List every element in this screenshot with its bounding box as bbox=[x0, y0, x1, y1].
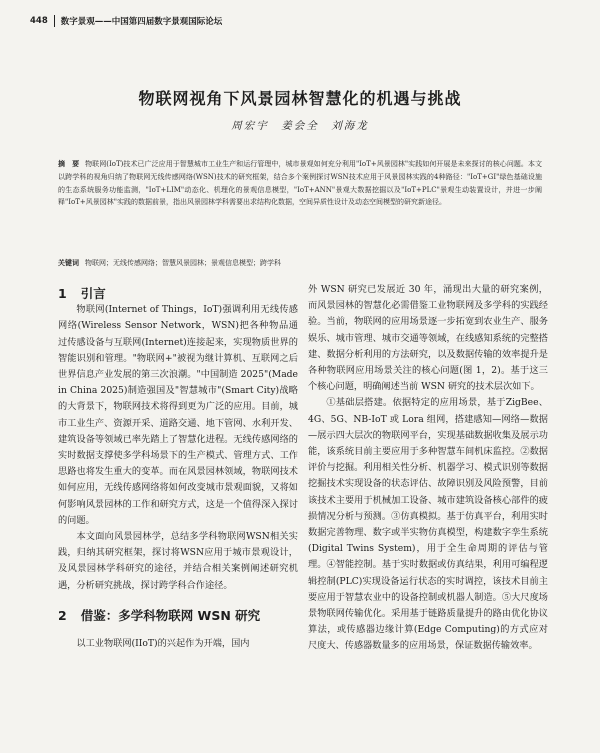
paragraph: 外 WSN 研究已发展近 30 年，涌现出大量的研究案例，而风景园林的智慧化必需借鉴工业物联网及多学科的实践经验。当前，物联网的应用场景逐一步拓宽到农业生产、服务娱乐、城市管理、城市交通等领域，在线感知系统的完整搭建、数据分析利用的方法研究，以及数据传输的效率提升是各种物联网应用场景关注的核心问题(图 1，2)。基于这三个核心问题，明确阐述当前 WSN 研究的技术层次如下。 bbox=[308, 284, 548, 393]
header-divider bbox=[54, 15, 55, 27]
paper-title: 物联网视角下风景园林智慧化的机遇与挑战 bbox=[138, 89, 462, 108]
section-heading-2 bbox=[58, 608, 298, 624]
abstract-text: 物联网(IoT)技术已广泛应用于智慧城市工业生产和运行管理中，城市景观如何充分利用"IoT+风景园林"实践如何开展是未来探讨的核心问题。本文以跨学科的视角归纳了物联网无线传感网络(WSN)技术的研究框架，结合多个案例探讨WSN技术应用于风景园林实践的4种路径："IoT+GI"绿色基础设施的生态系统服务功能监测，"IoT+LIM"动态化、机理化的景观信息模型，"IoT+ANN"景观大数据挖掘以及"IoT+PLC"景观生动装置设计，并进一步阐释"IoT+风景园林"实践的数据前景，指出风景园林学科需要出求结构化数据，空间异质性设计及动态空间模型的研究新途径。 bbox=[58, 160, 543, 207]
section-title: 引言 bbox=[80, 286, 106, 301]
keywords-label: 关键词 bbox=[58, 259, 79, 267]
keywords-text: 物联网；无线传感网络；智慧风景园林；景观信息模型；跨学科 bbox=[85, 259, 281, 267]
section-number: 1 bbox=[58, 286, 67, 301]
paragraph: 本文面向风景园林学，总结多学科物联网WSN相关实践，归纳其研究框架，探讨将WSN应用于城市景观设计，及风景园林学科研究的途径，并结合相关案例阐述研究机遇，分析研究挑战，探讨跨学科合作途径。 bbox=[58, 531, 298, 591]
keywords bbox=[58, 258, 542, 268]
section-title: 借鉴：多学科物联网 WSN 研究 bbox=[80, 607, 261, 623]
paragraph: ①基础层搭建。依据特定的应用场景，基于ZigBee、4G、5G、NB-IoT 或 Lora 组网，搭建感知—网络—数据—展示四大层次的物联网平台，实现基础数据收集及展示功能，该系统目前主要应用于多种智慧车间机床监控。②数据评价与挖掘。利用相关性分析、机器学习、模式识别等数据挖掘技术实现设备的状态评估、故障识别及风险预警，目前该技术主要用于机械加工设备、城市建筑设备核心部件的疲损情况分析与预测。③仿真模拟。基于仿真平台，利用实时数据完善物理、数字或半实物仿真模型，构建数字孪生系统(Digital Twins System)，用于全生命周期的评估与管理。④智能控制。基于实时数据或仿真结果，利用可编程逻辑控制(PLC)实现设备运行状态的实时调控，该技术目前主要应用于智慧农业中的设备控制或机器人制造。⑤大尺度场景物联网传输优化。采用基于链路质量提升的路由优化协议算法，或传感器边缘计算(Edge Computing)的方式应对尺度大、传感器数量多的应用场景，保证数据传输效率。 bbox=[308, 397, 548, 652]
paper-authors: 周宏宇 姜会全 刘海龙 bbox=[231, 120, 369, 132]
paragraph: 物联网(Internet of Things，IoT)强调利用无线传感网络(Wireless Sensor Network，WSN)把各种物品通过传感设备与互联网(Internet)连接起来，实现物质世界的智能识别和管理。"物联网+"被视为继计算机、互联网之后世界信息产业发展的第三次浪潮。"中国制造 2025"(Made in China 2025)制造强国及"智慧城市"(Smart City)战略的大背景下，物联网技术将得到更为广泛的应用。目前，城市工业生产、资源开采、道路交通、地下管网、水利开发、建筑设备等领域已率先踏上了智慧化进程。无线传感网络的实时数据支撑使多学科场景下的生产模式、管理方式、工作思路也将发生重大的变革。而在风景园林领域，物联网技术如何应用，无线传感网络将如何改变城市景观面貌，又将如何影响风景园林的工作和研究方式，这是一个值得深入探讨的问题。 bbox=[58, 304, 298, 526]
abstract bbox=[58, 158, 542, 209]
right-column bbox=[308, 282, 548, 655]
paragraph: 以工业物联网(IIoT)的兴起作为开端，国内 bbox=[76, 638, 250, 650]
left-column bbox=[58, 286, 298, 652]
section-heading-intro bbox=[58, 286, 298, 302]
page-number: 448 bbox=[30, 16, 48, 26]
running-header bbox=[30, 14, 570, 28]
journal-name: 数字景观——中国第四届数字景观国际论坛 bbox=[60, 17, 223, 27]
section-number: 2 bbox=[58, 607, 67, 623]
abstract-label: 摘 要 bbox=[58, 160, 80, 168]
